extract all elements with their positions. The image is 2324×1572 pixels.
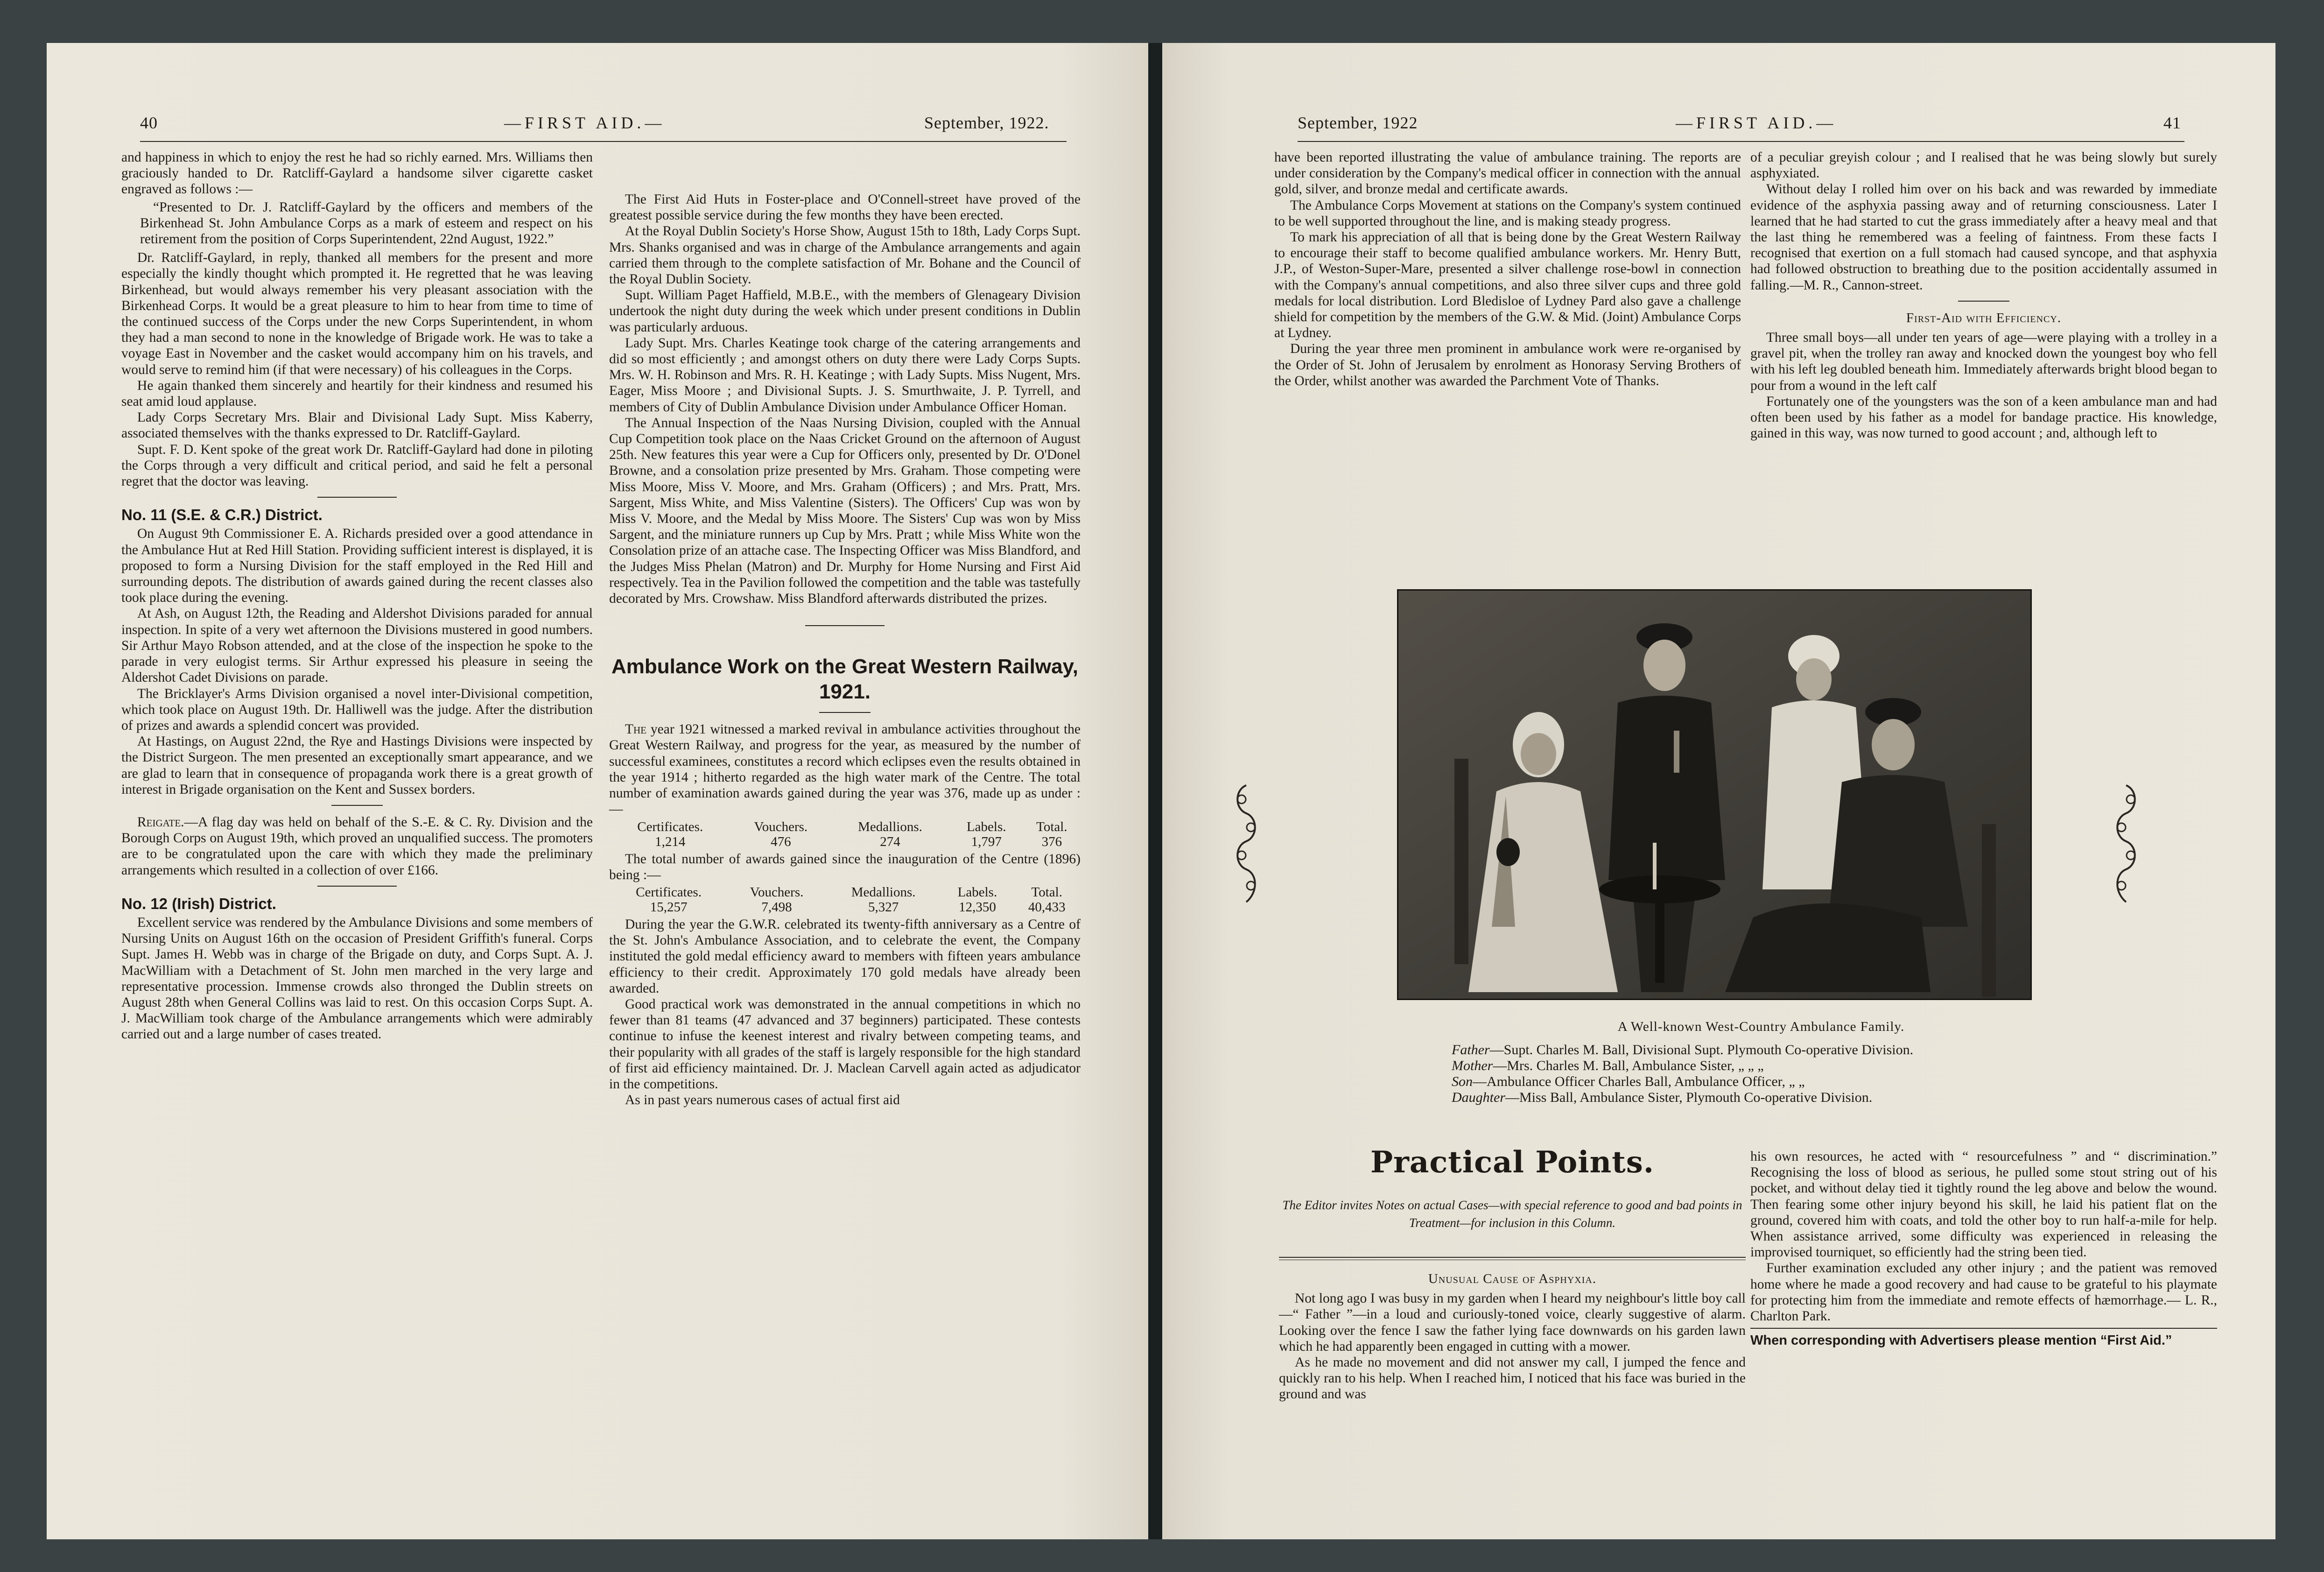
paragraph: The total number of awards gained since the inauguration of the Centre (1896) being :— [609, 851, 1081, 882]
table-header: Certificates. [636, 884, 702, 900]
paragraph: have been reported illustrating the value of ambulance training. The reports are under consideration by the Company's medical officer in connection with the annual gold, silver, and bronze medal and certificate awards. [1274, 150, 1741, 197]
paragraph: The Ambulance Corps Movement at stations on the Company's system continued to be well supported throughout the line, and is making steady progress. [1274, 197, 1741, 229]
table-cell: 1,797 [971, 834, 1002, 849]
scroll-ornament-icon [2110, 781, 2142, 907]
running-title: —FIRST AID.— [1676, 113, 1837, 132]
left-column-1 [121, 149, 593, 1043]
scroll-ornament-left [1230, 781, 1263, 910]
page-number: 41 [2163, 113, 2181, 132]
issue-date: September, 1922 [1298, 113, 1418, 132]
paragraph: Fortunately one of the youngsters was the son of a keen ambulance man and had often been used by his father as a model for bandage practice. His knowledge, gained in this way, was now turned to good account ; and, although left to [1750, 394, 2217, 441]
practical-points-column [1279, 1266, 1746, 1403]
paragraph: and happiness in which to enjoy the rest he had so richly earned. Mrs. Williams then graciously handed to Dr. Ratcliff-Gaylard a handsome silver cigarette casket engraved as follows :— [121, 150, 593, 197]
paragraph: He again thanked them sincerely and heartily for their kindness and resumed his seat amid loud applause. [121, 378, 593, 409]
paragraph: The Bricklayer's Arms Division organised a novel inter-Divisional competition, which took place on August 19th. Dr. Halliwell was the judge. After the distribution of prizes and awards a splendid concert was provided. [121, 686, 593, 733]
table-cell: 376 [1041, 834, 1062, 849]
paragraph: During the year the G.W.R. celebrated its twenty-fifth anniversary as a Centre of the St. John's Ambulance Association, and to celebrate the event, the Company instituted the gold medal efficiency award to members with fifteen years ambulance efficiency to their credit. Approximately 170 gold medals have already been awarded. [609, 916, 1081, 996]
section-divider [317, 886, 397, 887]
paragraph: Further examination excluded any other injury ; and the patient was removed home where he made a good recovery and had cause to be grateful to his playmate for protecting him from the immediate and remote effects of hæmorrhage.— L. R., Charlton Park. [1750, 1261, 2217, 1324]
paragraph: As he made no movement and did not answer my call, I jumped the fence and quickly ran to his help. When I reached him, I noticed that his face was buried in the ground and was [1279, 1355, 1746, 1402]
caption-line: Son—Ambulance Officer Charles Ball, Ambulance Officer, „ „ [1452, 1074, 1805, 1089]
paragraph: of a peculiar greyish colour ; and I realised that he was being slowly but surely asphyxiated. [1750, 150, 2217, 181]
left-page [47, 43, 1148, 1539]
right-column-2 [1750, 149, 2217, 441]
paragraph: At Ash, on August 12th, the Reading and Aldershot Divisions paraded for annual inspection. In spite of a very wet afternoon the Divisions mustered in good numbers. Sir Arthur Mayo Robson attended, and at the close of the inspection he spoke to the parade in very eulogist terms. Sir Arthur expressed his pleasure in seeing the Aldershot Cadet Divisions on parade. [121, 606, 593, 685]
editor-note: The Editor invites Notes on actual Cases—with special reference to good and bad points in Treatment—for inclusion in this Column. [1282, 1198, 1742, 1230]
editor-note-rule [1279, 1257, 1746, 1258]
district-heading: No. 11 (S.E. & C.R.) District. [121, 506, 323, 524]
scroll-ornament-right [2110, 781, 2142, 910]
table-cell: 12,350 [959, 899, 996, 915]
paragraph: Lady Supt. Mrs. Charles Keatinge took charge of the catering arrangements and did so most efficiently ; and amongst others on duty there were Lady Corps Supts. Mrs. W. H. Robinson and Mrs. R. H. Keatinge ; with Lady Supts. Miss Nugent, Mrs. Eager, Miss Moore ; and Divisional Supts. J. S. Smurthwaite, J. P. Tyrrell, and members of City of Dublin Ambulance Division under Ambulance Officer Homan. [609, 335, 1081, 415]
paragraph: The Annual Inspection of the Naas Nursing Division, coupled with the Annual Cup Competition took place on the Naas Cricket Ground on the afternoon of August 25th. New features this year were a Cup for Officers only, presented by Dr. O'Donel Browne, and a consolation prize presented by Mrs. Graham. Those competing were Miss Moore, Miss V. Moore, and Mrs. Graham (Officers) ; and Mrs. Pratt, Mrs. Sargent, Miss White, and Miss Valentine (Sisters). The Officers' Cup was won by Miss V. Moore, and the Medal by Miss Moore. The Sisters' Cup was won by Miss Sargent, and the miniature runners up Cup by Mrs. Pratt ; while Miss White won the Consolation prize of an attache case. The Inspecting Officer was Miss Blandford, and the Judges Miss Phelan (Matron) and Dr. Murphy for Home Nursing and First Aid respectively. Tea in the Pavilion followed the competition and the table was tastefully decorated by Mrs. Crowshaw. Miss Blandford afterwards distributed the prizes. [609, 415, 1081, 606]
table-header: Medallions. [851, 884, 916, 900]
right-column-4 [1750, 1149, 2217, 1348]
paragraph: Supt. William Paget Haffield, M.B.E., with the members of Glenageary Division undertook the night duty during the week which under present conditions in Dublin was particularly arduous. [609, 288, 1081, 335]
family-photograph [1397, 589, 2032, 1000]
paragraph: During the year three men prominent in ambulance work were re-organised by the Order of St. John of Jerusalem by enrolment as Honorasy Serving Brothers of the Order, whilst another was awarded the Parchment Vote of Thanks. [1274, 341, 1741, 388]
table-header: Medallions. [858, 819, 922, 834]
section-divider [819, 712, 871, 713]
subhead: Unusual Cause of Asphyxia. [1428, 1271, 1597, 1286]
table-cell: 7,498 [761, 899, 792, 915]
table-header: Labels. [966, 819, 1006, 834]
paragraph: The First Aid Huts in Foster-place and O'Connell-street have proved of the greatest possible service during the few months they have been erected. [609, 192, 1081, 223]
section-divider [331, 805, 383, 806]
district-heading: No. 12 (Irish) District. [121, 895, 276, 912]
section-divider [317, 497, 397, 498]
paragraph: Not long ago I was busy in my garden when I heard my neighbour's little boy call—“ Father ”—in a loud and curiously-toned voice, clearly suggestive of alarm. Looking over the fence I saw the father lying face downwards on his garden lawn which he had apparently been engaged in cutting with a mower. [1279, 1291, 1746, 1354]
paragraph: At the Royal Dublin Society's Horse Show, August 15th to 18th, Lady Corps Supt. Mrs. Shanks organised and was in charge of the Ambulance arrangements and again carried them through to the complete satisfaction of Mr. Bohane and the Council of the Royal Dublin Society. [609, 224, 1081, 287]
casket-inscription: “Presented to Dr. J. Ratcliff-Gaylard by the officers and members of the Birkenhead St. John Ambulance Corps as a mark of esteem and respect on his retirement from the position of Corps Superintendent, 22nd August, 1922.” [140, 199, 593, 247]
paragraph: To mark his appreciation of all that is being done by the Great Western Railway to encourage their staff to become qualified ambulance workers. Mr. Henry Butt, J.P., of Weston-Super-Mare, presented a silver challenge rose-bowl in connection with the Company's annual competitions, and also three silver cups and three gold medals for local distribution. Lord Bledisloe of Lydney Pard also gave a challenge shield for competition by the members of the G.W. & Mid. (Joint) Ambulance Corps at Lydney. [1274, 230, 1741, 341]
paragraph: Reigate.—A flag day was held on behalf of the S.-E. & C. Ry. Division and the Borough Corps on August 19th, which proved an unqualified success. The promoters are to be congratulated upon the care with which they made the preliminary arrangements which resulted in a collection of over £166. [121, 814, 593, 878]
awards-table-total [609, 885, 1081, 915]
running-title: —FIRST AID.— [504, 113, 666, 132]
advert-rule [1750, 1328, 2217, 1329]
left-column-2 [609, 191, 1081, 1108]
table-cell: 5,327 [868, 899, 899, 915]
paragraph: The year 1921 witnessed a marked revival in ambulance activities throughout the Great Western Railway, and progress for the year, as measured by the number of successful examinees, constitutes a record which eclipses even the results obtained in the year 1914 ; hitherto regarded as the high water mark of the Centre. The total number of examination awards gained during the year was 376, made up as under :— [609, 722, 1081, 817]
caption-line: Father—Supt. Charles M. Ball, Divisional Supt. Plymouth Co-operative Division. [1452, 1042, 1914, 1057]
table-cell: 15,257 [650, 899, 688, 915]
subhead: First-Aid with Efficiency. [1906, 310, 2062, 325]
paragraph: On August 9th Commissioner E. A. Richards presided over a good attendance in the Ambulance Hut at Red Hill Station. Providing sufficient interest is displayed, it is proposed to form a Nursing Division for the staff employed in the Red Hill and surrounding depots. The distribution of awards gained during the recent classes also took place during the evening. [121, 526, 593, 606]
article-title: Ambulance Work on the Great Western Railway, 1921. [611, 655, 1079, 704]
table-cell: 476 [771, 834, 791, 849]
ornamental-divider [805, 625, 885, 626]
advertisers-notice: When corresponding with Advertisers please mention “First Aid.” [1750, 1333, 2172, 1348]
scroll-ornament-icon [1230, 781, 1263, 907]
paragraph: At Hastings, on August 22nd, the Rye and Hastings Divisions were inspected by the District Surgeon. The men presented an exceptionally smart appearance, and we are glad to learn that in consequence of propaganda work there is a great growth of interest in Brigade organisation on the Kent and Sussex borders. [121, 734, 593, 797]
reigate-label: Reigate. [137, 814, 184, 830]
magazine-spread [47, 43, 2275, 1539]
table-header: Total. [1031, 884, 1062, 900]
section-divider [1958, 301, 2009, 302]
header-rule [140, 141, 1067, 142]
table-header: Vouchers. [754, 819, 808, 834]
table-cell: 1,214 [655, 834, 686, 849]
paragraph: Excellent service was rendered by the Ambulance Divisions and some members of Nursing Units on August 16th on the occasion of President Griffith's funeral. Corps Supt. James H. Webb was in charge of the Brigade on duty, and Corps Supt. A. J. MacWilliam with a Detachment of St. John men marched in the very large and representative procession. Immense crowds also thronged the Dublin streets on August 28th when General Collins was laid to rest. On this occasion Corps Supt. A. J. MacWilliam took charge of the Ambulance arrangements which were admirably carried out and a large number of cases treated. [121, 915, 593, 1042]
practical-points-title: Practical Points. [1370, 1145, 1654, 1180]
page-number: 40 [140, 113, 158, 132]
photograph-image [1398, 591, 2030, 999]
table-header: Vouchers. [750, 884, 804, 900]
table-header: Labels. [957, 884, 997, 900]
paragraph: Supt. F. D. Kent spoke of the great work Dr. Ratcliff-Gaylard had done in piloting the Corps through a very difficult and critical period, and said he felt a personal regret that the doctor was leaving. [121, 442, 593, 489]
table-cell: 274 [880, 834, 900, 849]
paragraph: Three small boys—all under ten years of age—were playing with a trolley in a gravel pit, when the trolley ran away and knocked down the youngest boy who fell with his left leg doubled beneath him. Immediately afterwards bright blood began to pour from a wound in the left calf [1750, 330, 2217, 393]
table-header: Total. [1036, 819, 1067, 834]
photo-caption-title: A Well-known West-Country Ambulance Family. [1617, 1019, 1905, 1034]
awards-table-1921 [609, 819, 1081, 849]
table-cell: 40,433 [1028, 899, 1066, 915]
caption-line: Daughter—Miss Ball, Ambulance Sister, Plymouth Co-operative Division. [1452, 1090, 1873, 1105]
paragraph: his own resources, he acted with “ resourcefulness ” and “ discrimination.” Recognising the loss of blood as serious, he pulled some stout string out of his pocket, and without delay tied it tightly round the leg above and below the wound. Then fearing some other injury beyond his skill, he laid his patient flat on the ground, covered him with coats, and told the other boy to run half-a-mile for help. When assistance arrived, some difficulty was experienced in releasing the improvised tourniquet, so efficiently had the string been tied. [1750, 1149, 2217, 1260]
table-header: Certificates. [637, 819, 703, 834]
right-column-1 [1274, 149, 1741, 389]
paragraph: As in past years numerous cases of actual first aid [625, 1093, 900, 1108]
issue-date: September, 1922. [924, 113, 1049, 132]
paragraph: Lady Corps Secretary Mrs. Blair and Divisional Lady Supt. Miss Kaberry, associated themselves with the thanks expressed to Dr. Ratcliff-Gaylard. [121, 410, 593, 441]
paragraph: Good practical work was demonstrated in the annual competitions in which no fewer than 81 teams (47 advanced and 37 beginners) participated. These contests continue to infuse the keenest interest and rivalry between competing teams, and their popularity with all grades of the staff is largely responsible for the high standard of first aid efficiency maintained. Dr. J. Maclean Carvell again acted as adjudicator in the competitions. [609, 996, 1081, 1092]
photo-caption-lines [1452, 1042, 2086, 1106]
header-rule [1298, 141, 2184, 142]
paragraph: Without delay I rolled him over on his back and was rewarded by immediate evidence of the asphyxia passing away and of returning consciousness. Later I learned that he had started to cut the grass immediately after a heavy meal and that the last thing he remembered was a feeling of faintness. From these facts I recognised that exertion on a full stomach had caused syncope, and that asphyxia had followed obstruction to breathing due to the position accidentally assumed in falling.—M. R., Cannon-street. [1750, 182, 2217, 293]
caption-line: Mother—Mrs. Charles M. Ball, Ambulance Sister, „ „ „ [1452, 1058, 1764, 1073]
paragraph: Dr. Ratcliff-Gaylard, in reply, thanked all members for the present and more especially the kindly thought which prompted it. He regretted that he was leaving Birkenhead, but would always remember his very pleasant association with the Birkenhead Corps. It would be a great pleasure to him to hear from time to time of the continued success of the Corps under the new Corps Superintendent, in whom they had a man second to none in the knowledge of Brigade work. He was to take a voyage East in November and the casket would accompany him on his travels, and would serve to remind him (if that were necessary) of his colleagues in the Corps. [121, 250, 593, 377]
